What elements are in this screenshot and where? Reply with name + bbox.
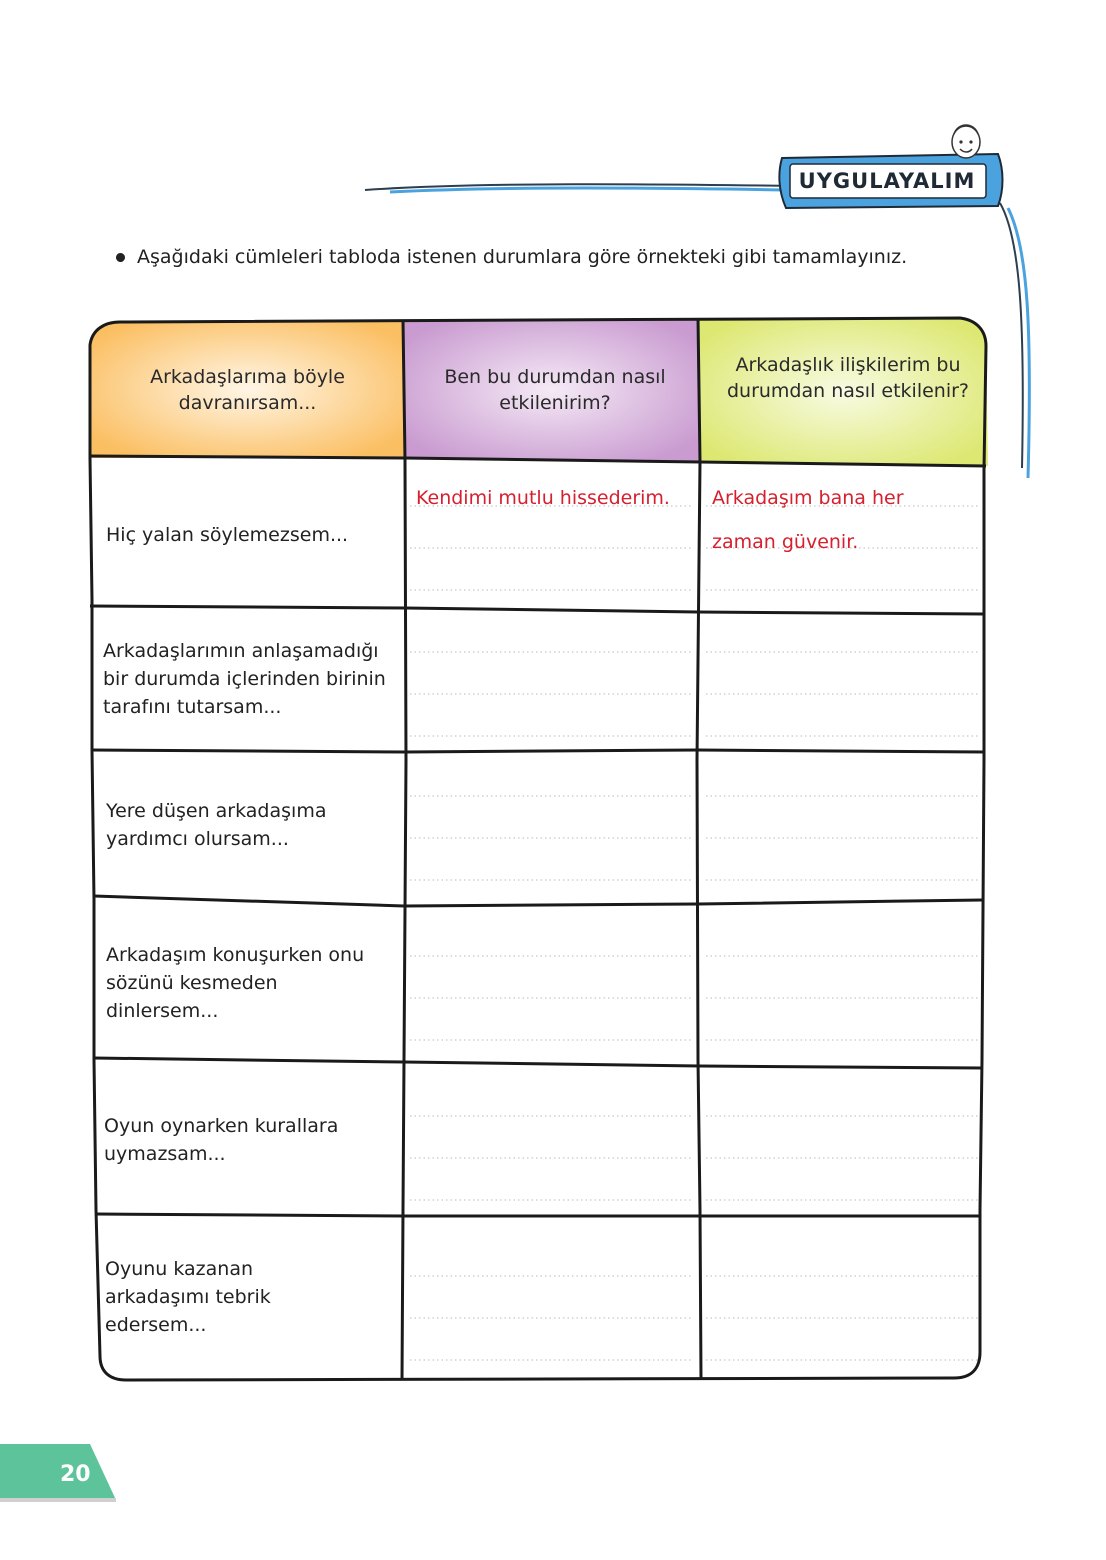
badge-title: UYGULAYALIM bbox=[798, 169, 976, 193]
row-2-situation: Arkadaşlarımın anlaşamadığı bir durumda içlerinden birinin tarafını tutarsam... bbox=[103, 640, 386, 718]
row-3-situation: Yere düşen arkadaşıma yardımcı olursam... bbox=[106, 800, 327, 850]
row-4-situation: Arkadaşım konuşurken onu sözünü kesmeden dinlersem... bbox=[106, 944, 365, 1022]
row-5-situation: Oyun oynarken kurallara uymazsam... bbox=[104, 1115, 339, 1165]
example-answer-friends-line-2: zaman güvenir. bbox=[712, 531, 859, 553]
column-header-3: Arkadaşlık ilişkilerim bu durumdan nasıl etkilenir? bbox=[726, 354, 970, 402]
instruction-text: Aşağıdaki cümleleri tabloda istenen durumlara göre örnekteki gibi tamamlayınız. bbox=[137, 246, 908, 268]
dotted-lines bbox=[410, 506, 980, 1360]
row-1-situation: Hiç yalan söylemezsem... bbox=[106, 524, 349, 546]
row-6-situation: Oyunu kazanan arkadaşımı tebrik edersem... bbox=[105, 1258, 271, 1336]
column-header-1: Arkadaşlarıma böyle davranırsam... bbox=[150, 366, 345, 414]
example-answer-friends-line-1: Arkadaşım bana her bbox=[712, 487, 904, 509]
example-answer-me: Kendimi mutlu hissederim. bbox=[416, 487, 670, 509]
column-header-2: Ben bu durumdan nasıl etkilenirim? bbox=[444, 366, 666, 414]
page-number: 20 bbox=[60, 1462, 91, 1487]
